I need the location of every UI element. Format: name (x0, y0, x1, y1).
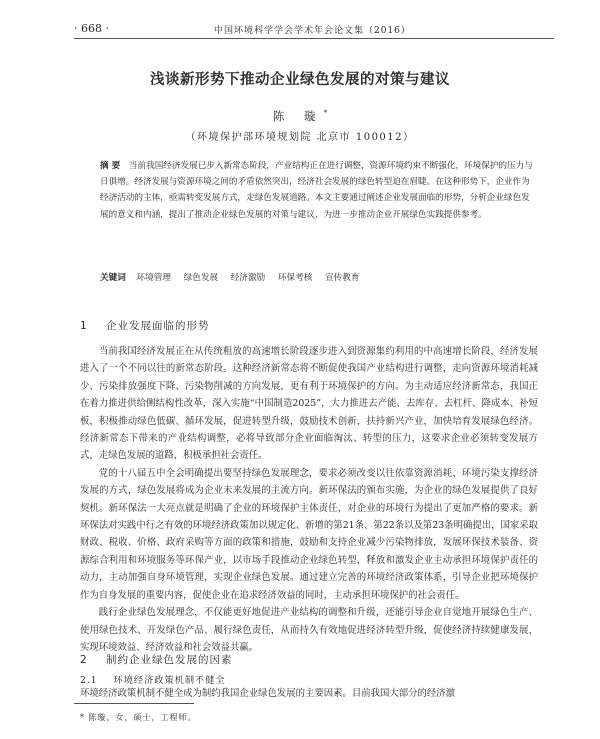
section-heading-2 (80, 652, 233, 667)
page-header (74, 22, 554, 39)
article-title: 浅谈新形势下推动企业绿色发展的对策与建议 (150, 72, 450, 88)
author-footnote-mark: * (323, 109, 328, 118)
keywords-label: 关键词 (100, 273, 126, 283)
section-1-body (80, 343, 538, 656)
section-2-body (80, 685, 538, 702)
author-line (0, 108, 600, 124)
footnote: * 陈璇，女，硕士，工程师。 (80, 713, 197, 722)
keywords (100, 271, 538, 283)
keyword: 环境管理 (136, 273, 171, 283)
section-number: 1 (80, 320, 88, 332)
page-number: · 668 · (74, 22, 109, 35)
subsection-number: 2.1 (80, 675, 98, 686)
footnote-divider (74, 703, 194, 704)
keyword: 绿色发展 (183, 273, 219, 283)
running-head: 中国环境科学学会学术年会论文集（2016） (214, 26, 411, 36)
section-title: 企业发展面临的形势 (106, 320, 210, 332)
abstract-text: 当前我国经济发展已步入新常态阶段，产业结构正在进行调整，资源环境约束不断强化，环境保护的压力与日俱增。经济发展与资源环境之间的矛盾依然突出，经济社会发展的绿色转型迫在眉睫。在这种形势下，企业作为经济活动的主体，亟需转变发展方式，走绿色发展道路。本文主要通过阐述企业发展面临的形势，分析企业绿色发展的意义和内涵，提出了推动企业绿色发展的对策与建议，为进一步推动企业开展绿色实践提供参考。 (100, 161, 533, 220)
author-affiliation: （环境保护部环境规划院 北京市 100012） (185, 132, 415, 143)
keyword: 环保考核 (277, 273, 313, 283)
subsection-title: 环境经济政策机制不健全 (113, 675, 226, 686)
body-paragraph: 当前我国经济发展正在从传统粗放的高速增长阶段逐步进入到资源集约利用的中高速增长阶段，经济发展进入了一个不同以往的新常态阶段。这种经济新常态将不断促使我国产业结构进行调整，走向资源环境消耗减少、污染排放强度下降、污染物削减的方向发展，更有利于环境保护的方向。为主动适应经济新常态，我国正在着力推进供给侧结构性改革，深入实施“中国制造2025”，大力推进去产能、去库存、去杠杆、降成本、补短板，积极推动绿色低碳、循环发展，促进转型升级，鼓励技术创新，扶持新兴产业，加快培育发展绿色经济。经济新常态下带来的产业结构调整，必将导致部分企业面临淘汰、转型的压力，这要求企业必须转变发展方式，走绿色发展的道路，积极承担社会责任。 (80, 346, 538, 462)
author-name: 陈 璇 (272, 109, 324, 123)
abstract (100, 158, 538, 223)
keyword: 宣传教育 (325, 273, 360, 283)
body-paragraph: 践行企业绿色发展理念，不仅能更好地促进产业结构的调整和升级，还能引导企业自觉地开展绿色生产、使用绿色技术、开发绿色产品、履行绿色责任，从而持久有效地促进经济转型升级，促使经济持续健康发展，实现环境效益、经济效益和社会效益共赢。 (80, 607, 538, 653)
section-heading-1 (80, 318, 210, 333)
abstract-label: 摘 要 (100, 161, 121, 171)
subsection-heading-2-1 (80, 672, 226, 686)
keyword: 经济激励 (230, 273, 266, 283)
section-title: 制约企业绿色发展的因素 (106, 654, 233, 666)
section-number: 2 (80, 654, 88, 666)
body-paragraph: 环境经济政策机制不健全成为制约我国企业绿色发展的主要因素。目前我国大部分的经济激 (80, 688, 456, 699)
body-paragraph: 党的十八届五中全会明确提出要坚持绿色发展理念，要求必须改变以往依靠资源消耗、环境污染支撑经济发展的方式，绿色发展将成为企业未来发展的主流方向。新环保法的颁布实施，为企业的绿色发展提供了良好契机。新环保法一大亮点就是明确了企业的环境保护主体责任，对企业的环境行为提出了更加严格的要求。新环保法对实践中行之有效的环境经济政策加以规定化、新增的第21条、第22条以及第23条明确提出，国家采取财政、税收、价格、政府采购等方面的政策和措施，鼓励和支持企业减少污染物排放，发展环保技术装备、资源综合利用和环境服务等环保产业，以市场手段推动企业绿色转型，释放和激发企业主动承担环境保护责任的动力，主动加强自身环境管理，实现企业绿色发展。通过建立完善的环境经济政策体系，引导企业把环境保护作为自身发展的重要内容，促使企业在追求经济效益的同时，主动承担环境保护的社会责任。 (80, 467, 538, 601)
